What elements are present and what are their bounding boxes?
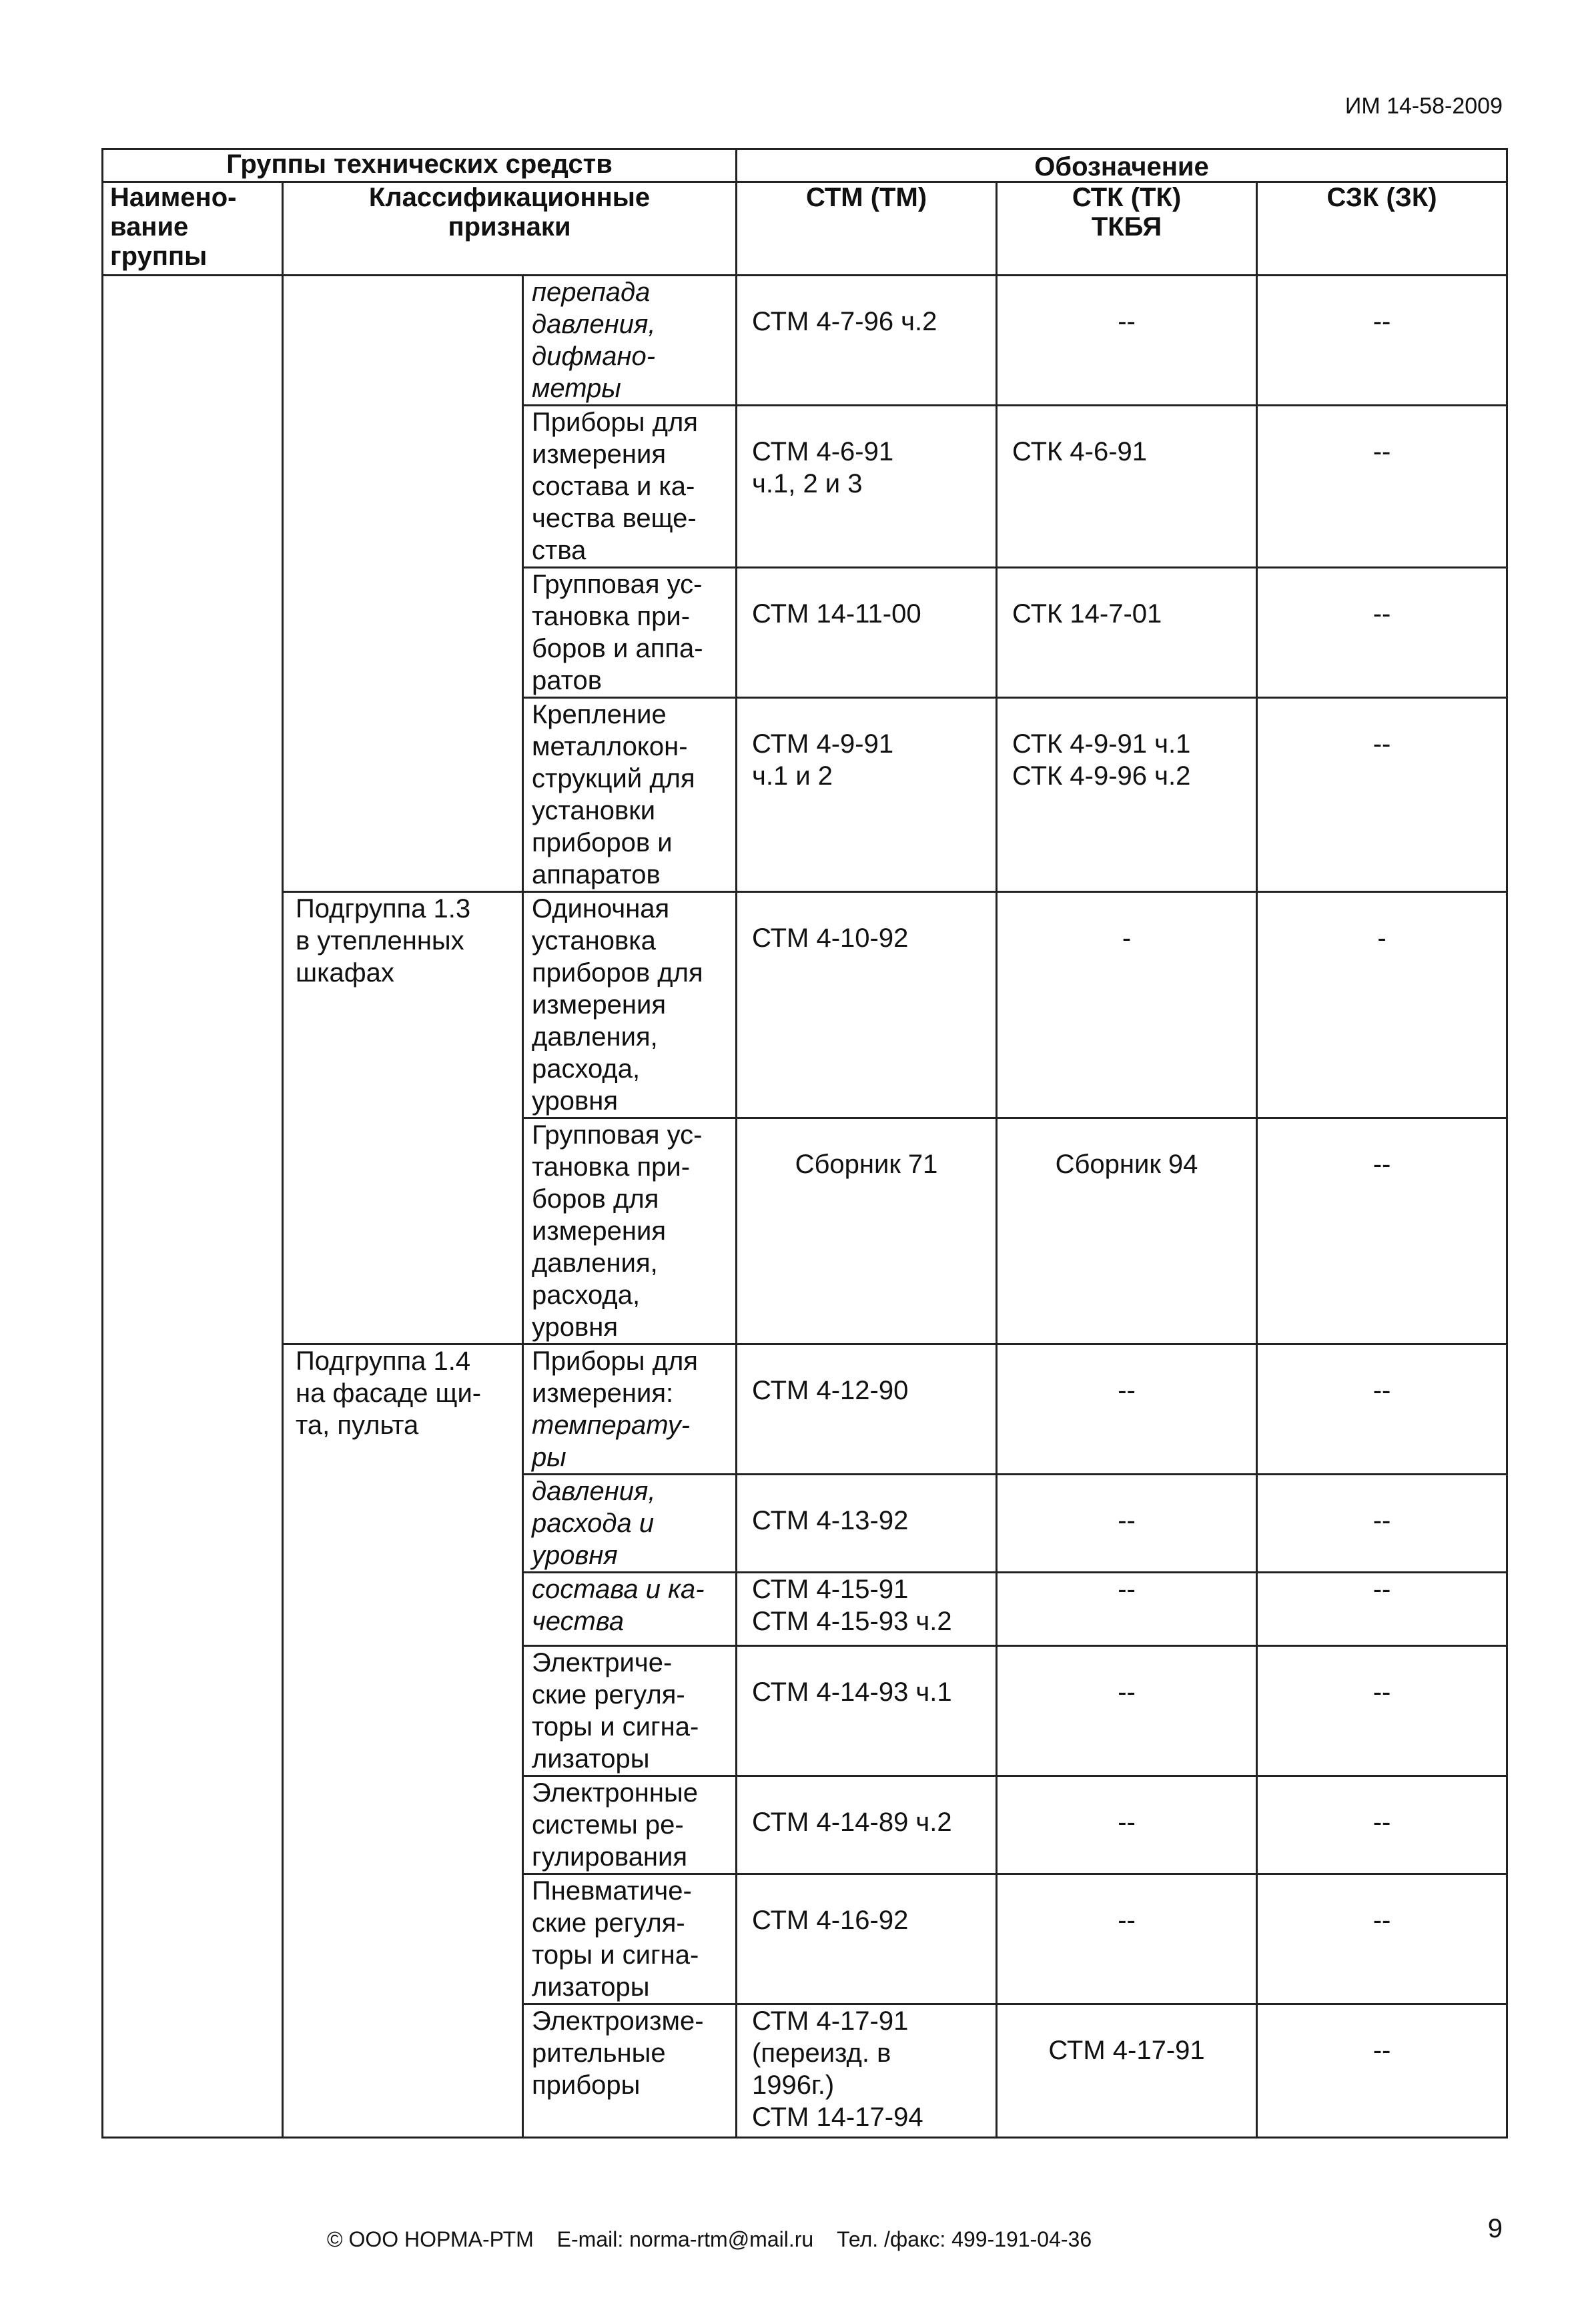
- group-name-cell: [103, 276, 283, 2138]
- stm-cell: СТМ 4-6-91 ч.1, 2 и 3: [737, 406, 997, 568]
- stm-cell: СТМ 4-15-91 СТМ 4-15-93 ч.2: [737, 1573, 997, 1646]
- szk-cell: --: [1257, 406, 1507, 568]
- criterion-intro: Приборы для измерения:: [532, 1346, 698, 1408]
- designation-header: Обозначение: [737, 149, 1507, 182]
- szk-cell: --: [1257, 1573, 1507, 1646]
- criterion-cell: Электронные системы ре- гулирования: [523, 1776, 737, 1874]
- szk-cell: --: [1257, 1776, 1507, 1874]
- footer-email: E-mail: norma-rtm@mail.ru: [556, 2227, 814, 2251]
- stm-cell: СТМ 4-13-92: [737, 1475, 997, 1573]
- stm-cell: СТМ 4-17-91 (переизд. в 1996г.) СТМ 14-17-94: [737, 2004, 997, 2138]
- szk-cell: --: [1257, 1646, 1507, 1776]
- col-header-stm: СТМ (ТМ): [737, 182, 997, 276]
- footer-company: © ООО НОРМА-РТМ: [327, 2227, 534, 2251]
- stm-cell: СТМ 4-12-90: [737, 1344, 997, 1475]
- subgroup-cell: Подгруппа 1.3 в утепленных шкафах: [283, 892, 523, 1344]
- table-header-row-1: [103, 149, 1507, 182]
- szk-cell: -: [1257, 892, 1507, 1118]
- stk-cell: СТК 4-6-91: [997, 406, 1257, 568]
- stk-cell: --: [997, 276, 1257, 406]
- szk-cell: --: [1257, 1344, 1507, 1475]
- stk-cell: СТМ 4-17-91: [997, 2004, 1257, 2138]
- subgroup-cell: [283, 276, 523, 892]
- group-header: Группы технических средств: [103, 149, 737, 182]
- criterion-item: температу- ры: [532, 1411, 691, 1472]
- document-code: ИМ 14-58-2009: [1344, 93, 1503, 119]
- stk-cell: Сборник 94: [997, 1118, 1257, 1344]
- col-header-szk: СЗК (ЗК): [1257, 182, 1507, 276]
- criterion-cell: состава и ка- чества: [523, 1573, 737, 1646]
- stm-cell: СТМ 4-16-92: [737, 1874, 997, 2004]
- criterion-cell: Электриче- ские регуля- торы и сигна- лизаторы: [523, 1646, 737, 1776]
- criterion-cell: Групповая ус- тановка при- боров для измерения давления, расхода, уровня: [523, 1118, 737, 1344]
- table-row: [103, 276, 1507, 406]
- stm-cell: СТМ 4-7-96 ч.2: [737, 276, 997, 406]
- technical-means-table: [101, 148, 1508, 2139]
- stm-cell: СТМ 4-14-89 ч.2: [737, 1776, 997, 1874]
- stm-cell: СТМ 4-14-93 ч.1: [737, 1646, 997, 1776]
- criterion-cell: Приборы для измерения состава и ка- чества веще- ства: [523, 406, 737, 568]
- stk-cell: СТК 4-9-91 ч.1 СТК 4-9-96 ч.2: [997, 698, 1257, 892]
- col-header-classification: Классификационные признаки: [283, 182, 737, 276]
- criterion-cell: Групповая ус- тановка при- боров и аппа- ратов: [523, 568, 737, 698]
- stm-cell: Сборник 71: [737, 1118, 997, 1344]
- szk-cell: --: [1257, 1118, 1507, 1344]
- stm-cell: СТМ 14-11-00: [737, 568, 997, 698]
- criterion-cell: Одиночная установка приборов для измерения давления, расхода, уровня: [523, 892, 737, 1118]
- stk-cell: СТК 14-7-01: [997, 568, 1257, 698]
- criterion-cell: давления, расхода и уровня: [523, 1475, 737, 1573]
- stk-cell: --: [997, 1475, 1257, 1573]
- col-header-stk: СТК (ТК) ТКБЯ: [997, 182, 1257, 276]
- stk-cell: --: [997, 1573, 1257, 1646]
- footer-phone: Тел. /факс: 499-191-04-36: [837, 2227, 1092, 2251]
- col-header-group-name: Наимено- вание группы: [103, 182, 283, 276]
- stk-cell: --: [997, 1646, 1257, 1776]
- stk-cell: -: [997, 892, 1257, 1118]
- table-row: [103, 892, 1507, 1118]
- footer: [327, 2227, 1109, 2252]
- table-row: [103, 1344, 1507, 1475]
- page-number: 9: [1487, 2214, 1503, 2243]
- stm-cell: СТМ 4-9-91 ч.1 и 2: [737, 698, 997, 892]
- stk-cell: --: [997, 1874, 1257, 2004]
- szk-cell: --: [1257, 1874, 1507, 2004]
- stk-cell: --: [997, 1776, 1257, 1874]
- criterion-cell: [523, 1344, 737, 1475]
- szk-cell: --: [1257, 568, 1507, 698]
- stk-cell: --: [997, 1344, 1257, 1475]
- szk-cell: --: [1257, 2004, 1507, 2138]
- szk-cell: --: [1257, 698, 1507, 892]
- criterion-cell: перепада давления, дифмано- метры: [523, 276, 737, 406]
- szk-cell: --: [1257, 1475, 1507, 1573]
- subgroup-cell: Подгруппа 1.4 на фасаде щи- та, пульта: [283, 1344, 523, 2138]
- criterion-cell: Крепление металлокон- струкций для установки приборов и аппаратов: [523, 698, 737, 892]
- table-header-row-2: [103, 182, 1507, 276]
- szk-cell: --: [1257, 276, 1507, 406]
- stm-cell: СТМ 4-10-92: [737, 892, 997, 1118]
- criterion-cell: Пневматиче- ские регуля- торы и сигна- лизаторы: [523, 1874, 737, 2004]
- criterion-cell: Электроизме- рительные приборы: [523, 2004, 737, 2138]
